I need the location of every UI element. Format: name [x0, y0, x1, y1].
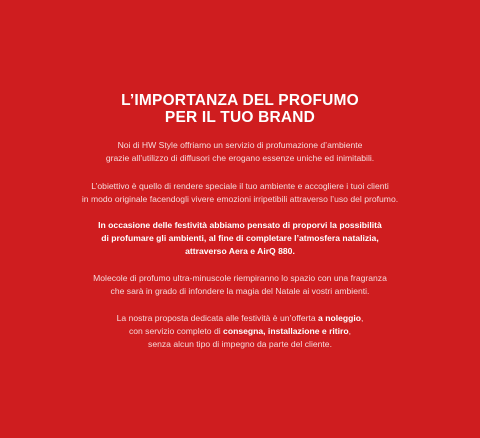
offer-line-1-end: ,: [361, 313, 364, 323]
offer-line-3: senza alcun tipo di impegno da parte del cliente.: [148, 339, 332, 349]
offer-rental-highlight: a noleggio: [318, 313, 362, 323]
goal-line-1: L’obiettivo è quello di rendere speciale il tuo ambiente e accogliere i tuoi clienti: [91, 181, 389, 191]
holidays-line-3: attraverso Aera e AirQ 880.: [185, 246, 295, 256]
offer-line-2-text: con servizio completo di: [128, 326, 224, 336]
holidays-paragraph: [0, 219, 480, 258]
intro-line-2: grazie all’utilizzo di diffusori che erogano essenze uniche ed inimitabili.: [105, 153, 375, 163]
holidays-line-2: di profumare gli ambienti, al fine di completare l’atmosfera natalizia,: [101, 233, 379, 243]
goal-paragraph: [0, 180, 480, 206]
goal-line-2: in modo originale facendogli vivere emozioni irripetibili attraverso l’uso del profumo.: [81, 194, 399, 204]
title-line-1: L’IMPORTANZA DEL PROFUMO: [121, 92, 359, 109]
holidays-line-1: In occasione delle festività abbiamo pensato di proporvi la possibilità: [98, 220, 382, 230]
molecules-line-2: che sarà in grado di infondere la magia del Natale ai vostri ambienti.: [110, 286, 370, 296]
offer-service-highlight: consegna, installazione e ritiro: [223, 326, 349, 336]
molecules-paragraph: [0, 272, 480, 298]
intro-line-1: Noi di HW Style offriamo un servizio di profumazione d’ambiente: [117, 140, 363, 150]
offer-line-2: [0, 325, 480, 338]
offer-paragraph: [0, 312, 480, 351]
title-line-2: PER IL TUO BRAND: [164, 109, 316, 126]
offer-line-2-end: ,: [348, 326, 352, 336]
intro-paragraph: [0, 139, 480, 165]
offer-line-1-text: La nostra proposta dedicata alle festività è un’offerta: [116, 313, 319, 323]
molecules-line-1: Molecole di profumo ultra-minuscole riempiranno lo spazio con una fragranza: [93, 273, 387, 283]
offer-line-1: [0, 312, 480, 325]
page-title: [0, 92, 480, 126]
